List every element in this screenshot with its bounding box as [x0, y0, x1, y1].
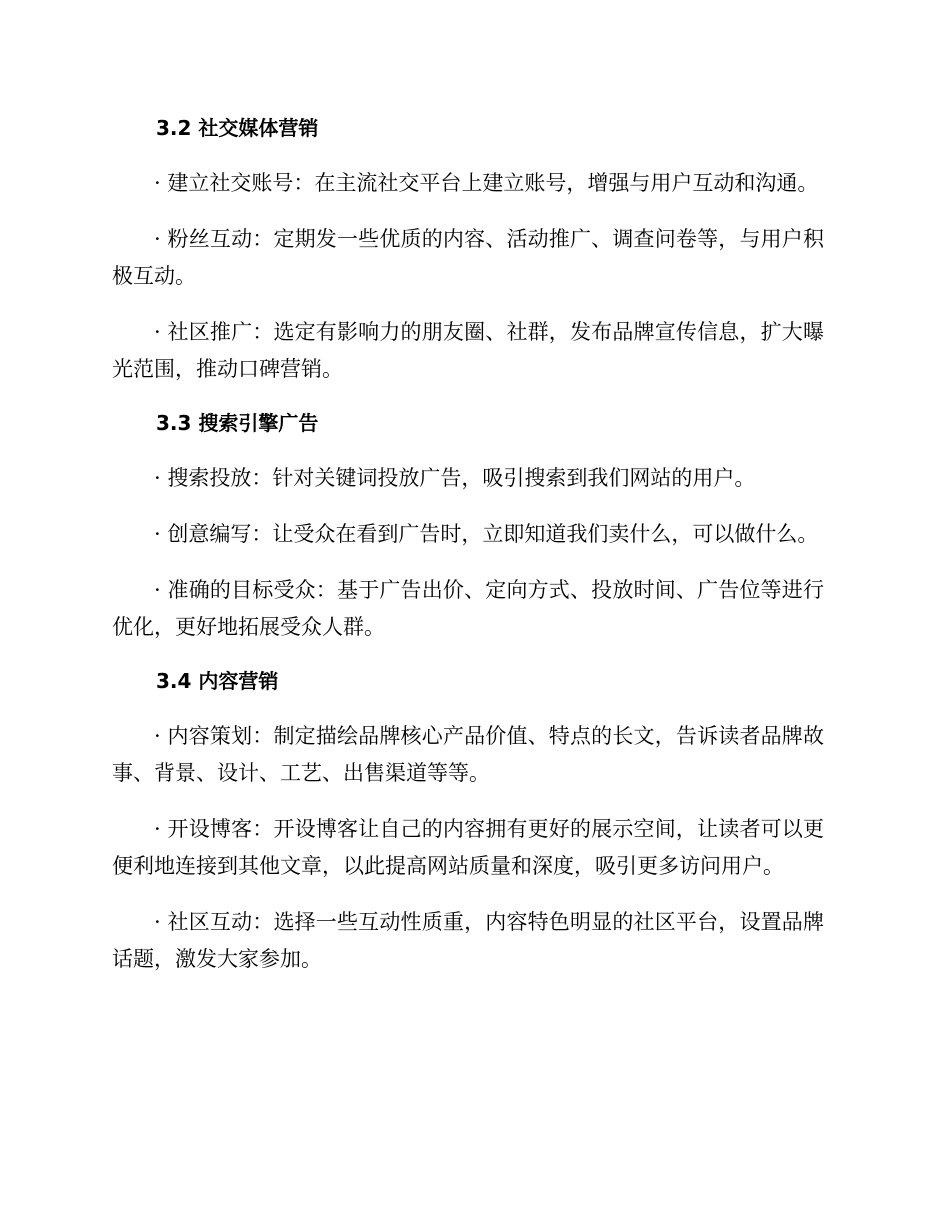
bullet-item: · 创意编写：让受众在看到广告时，立即知道我们卖什么，可以做什么。 — [154, 522, 819, 546]
bullet-item: · 建立社交账号：在主流社交平台上建立账号，增强与用户互动和沟通。 — [154, 171, 819, 195]
bullet-item: · 粉丝互动：定期发一些优质的内容、活动推广、调查问卷等，与用户积极互动。 — [112, 227, 824, 288]
section-heading-3-2: 3.2 社交媒体营销 — [156, 116, 319, 140]
bullet-item: · 搜索投放：针对关键词投放广告，吸引搜索到我们网站的用户。 — [154, 466, 756, 490]
bullet-item: · 社区推广：选定有影响力的朋友圈、社群，发布品牌宣传信息，扩大曝光范围，推动口碑营销。 — [112, 320, 824, 381]
bullet-item: · 开设博客：开设博客让自己的内容拥有更好的展示空间，让读者可以更便利地连接到其他文章，以此提高网站质量和深度，吸引更多访问用户。 — [112, 817, 824, 878]
document-body — [112, 112, 824, 997]
bullet-item: · 准确的目标受众：基于广告出价、定向方式、投放时间、广告位等进行优化，更好地拓展受众人群。 — [112, 578, 824, 639]
section-heading-3-3: 3.3 搜索引擎广告 — [156, 411, 319, 435]
bullet-item: · 社区互动：选择一些互动性质重，内容特色明显的社区平台，设置品牌话题，激发大家参加。 — [112, 910, 824, 971]
section-heading-3-4: 3.4 内容营销 — [156, 669, 279, 693]
bullet-item: · 内容策划：制定描绘品牌核心产品价值、特点的长文，告诉读者品牌故事、背景、设计、工艺、出售渠道等等。 — [112, 724, 824, 785]
